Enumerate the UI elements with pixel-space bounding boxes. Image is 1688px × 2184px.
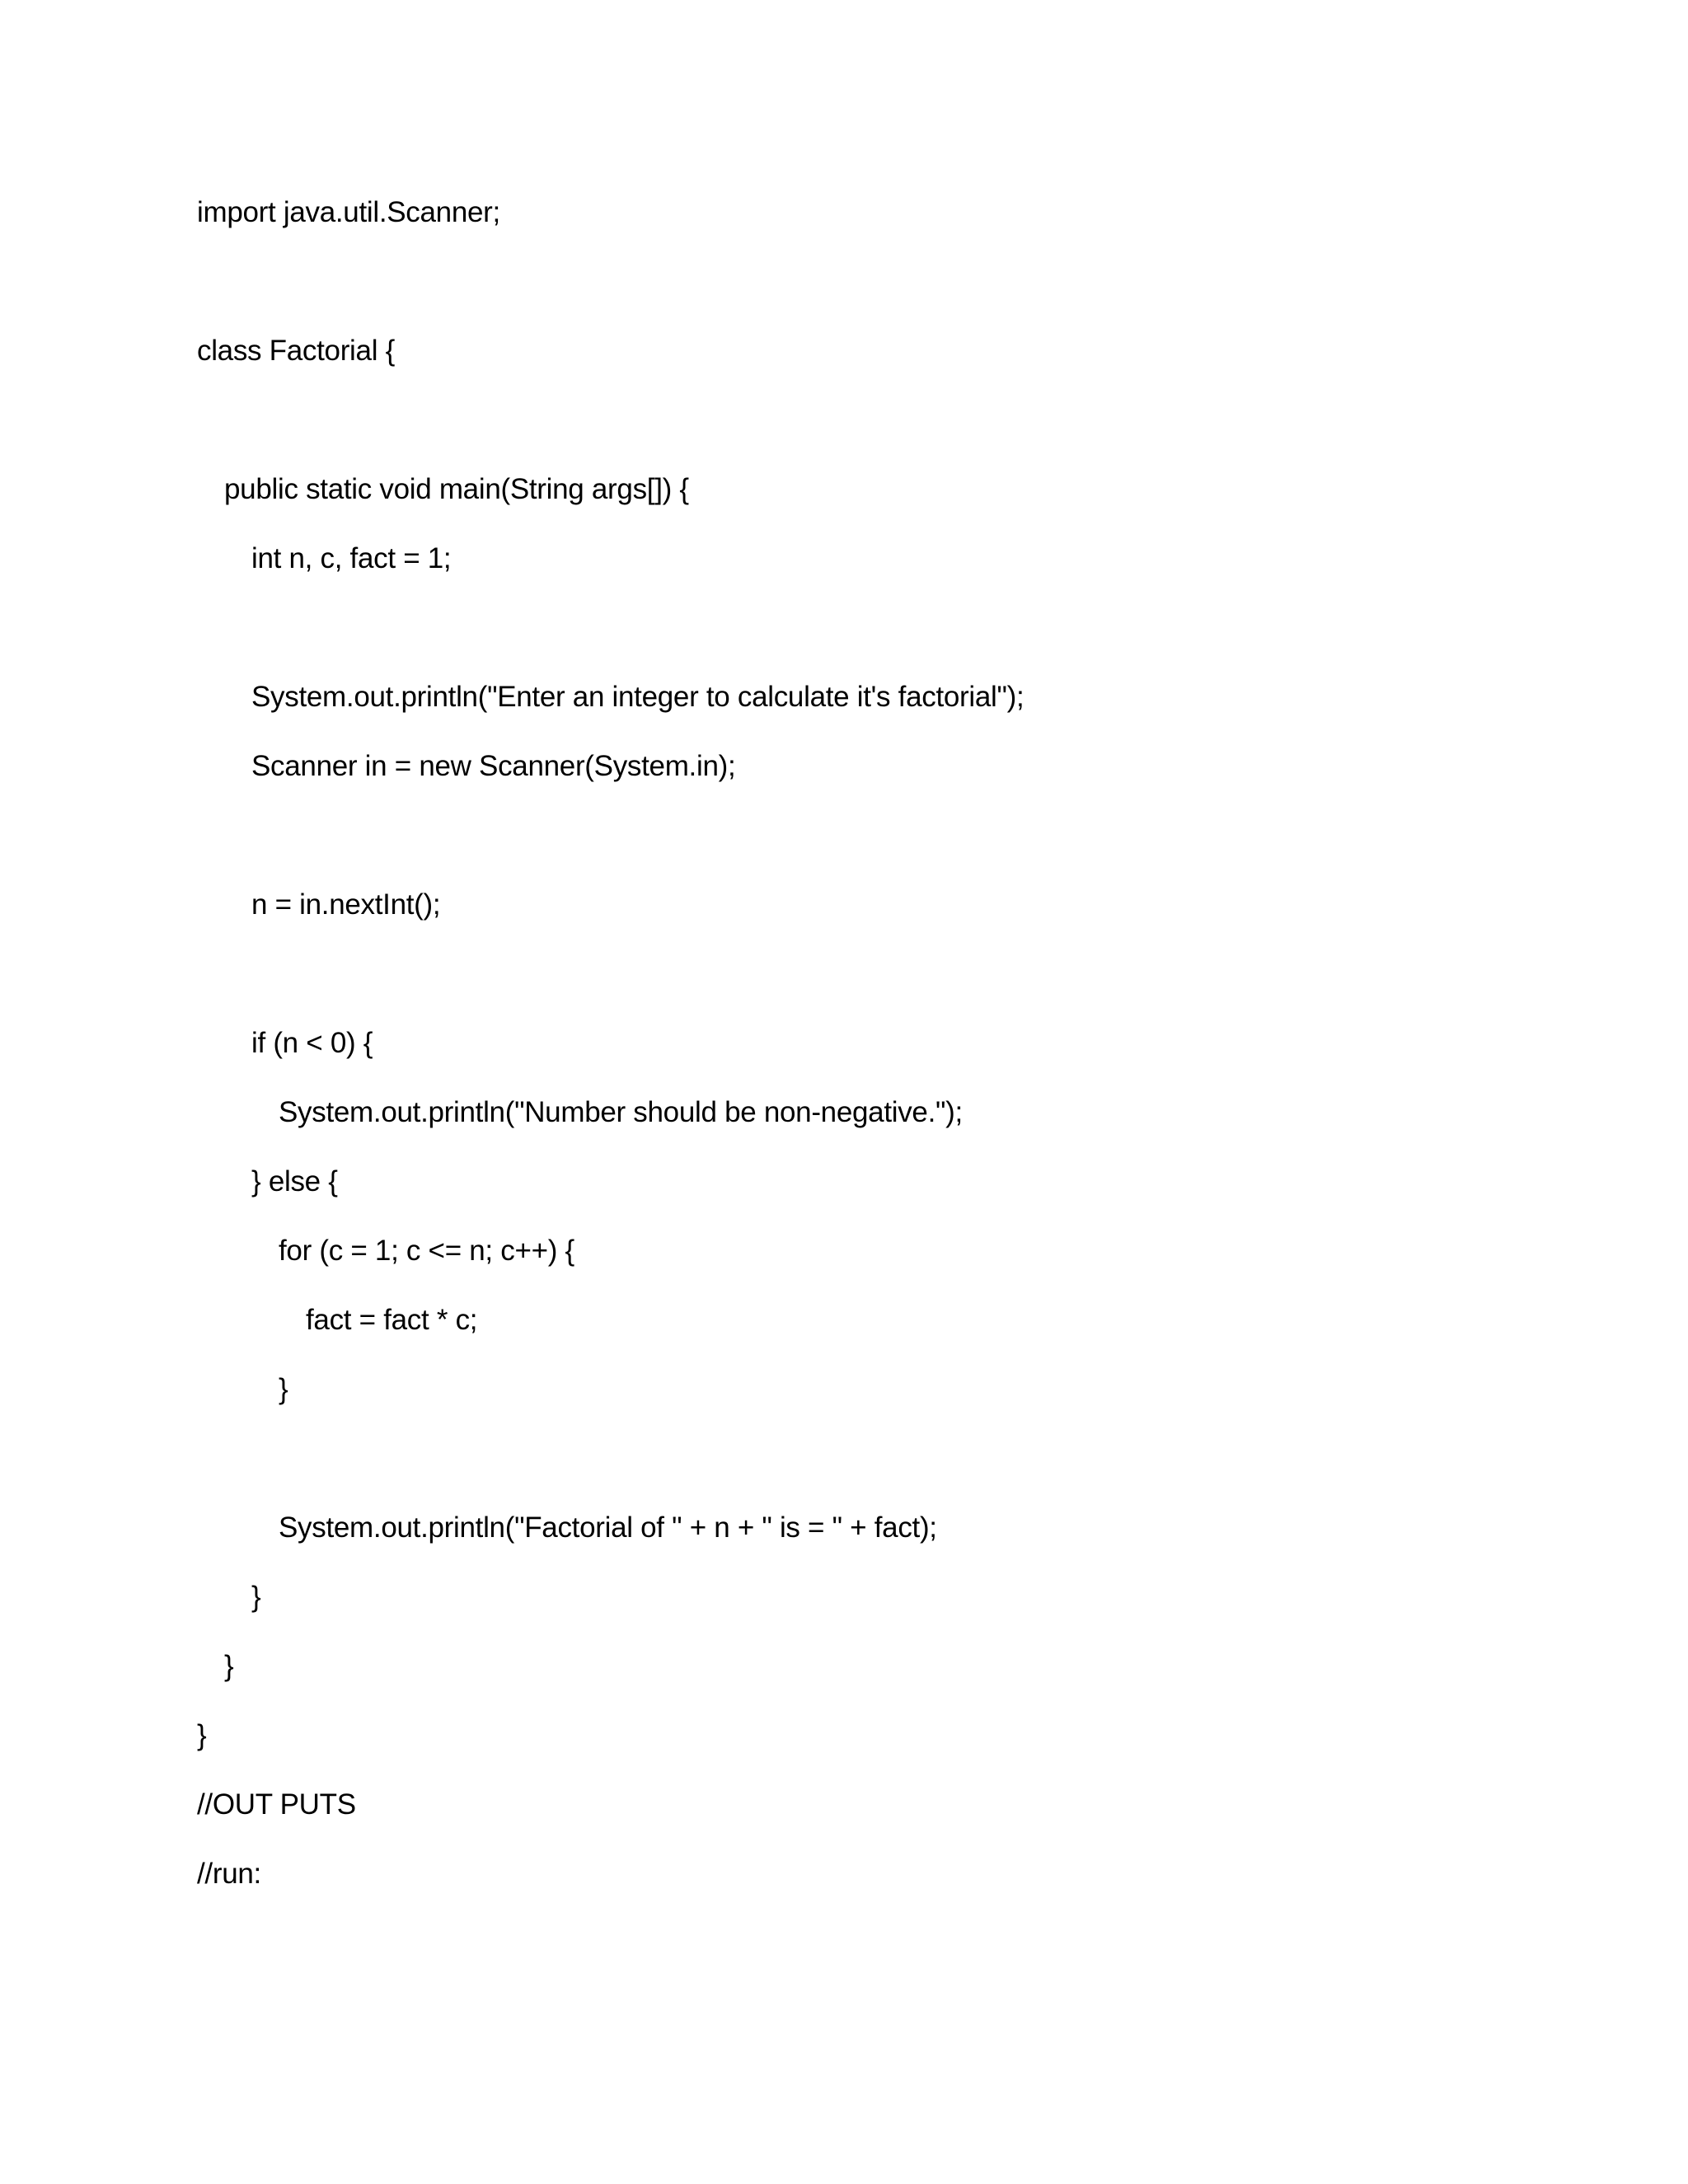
code-line-close-else: }	[251, 1581, 261, 1613]
comment-outputs: //OUT PUTS	[197, 1788, 356, 1821]
code-line-variable-declaration: int n, c, fact = 1;	[251, 542, 452, 574]
code-line-scanner: Scanner in = new Scanner(System.in);	[251, 750, 736, 782]
code-line-else: } else {	[251, 1165, 338, 1197]
code-line-read-input: n = in.nextInt();	[251, 888, 441, 921]
comment-run: //run:	[197, 1858, 261, 1890]
code-line-close-class: }	[197, 1719, 207, 1751]
code-line-close-main: }	[224, 1650, 234, 1682]
code-line-prompt-print: System.out.println("Enter an integer to calculate it's factorial");	[251, 681, 1025, 713]
code-line-import: import java.util.Scanner;	[197, 196, 500, 228]
code-line-result-print: System.out.println("Factorial of " + n + " is = " + fact);	[279, 1511, 937, 1544]
code-line-error-print: System.out.println("Number should be non-negative.");	[279, 1096, 963, 1128]
code-line-multiply: fact = fact * c;	[306, 1304, 478, 1336]
code-line-if-statement: if (n < 0) {	[251, 1027, 373, 1059]
code-line-close-for: }	[279, 1373, 288, 1405]
code-line-for-loop: for (c = 1; c <= n; c++) {	[279, 1235, 574, 1267]
code-line-class-declaration: class Factorial {	[197, 335, 395, 367]
code-line-main-method: public static void main(String args[]) {	[224, 473, 689, 505]
